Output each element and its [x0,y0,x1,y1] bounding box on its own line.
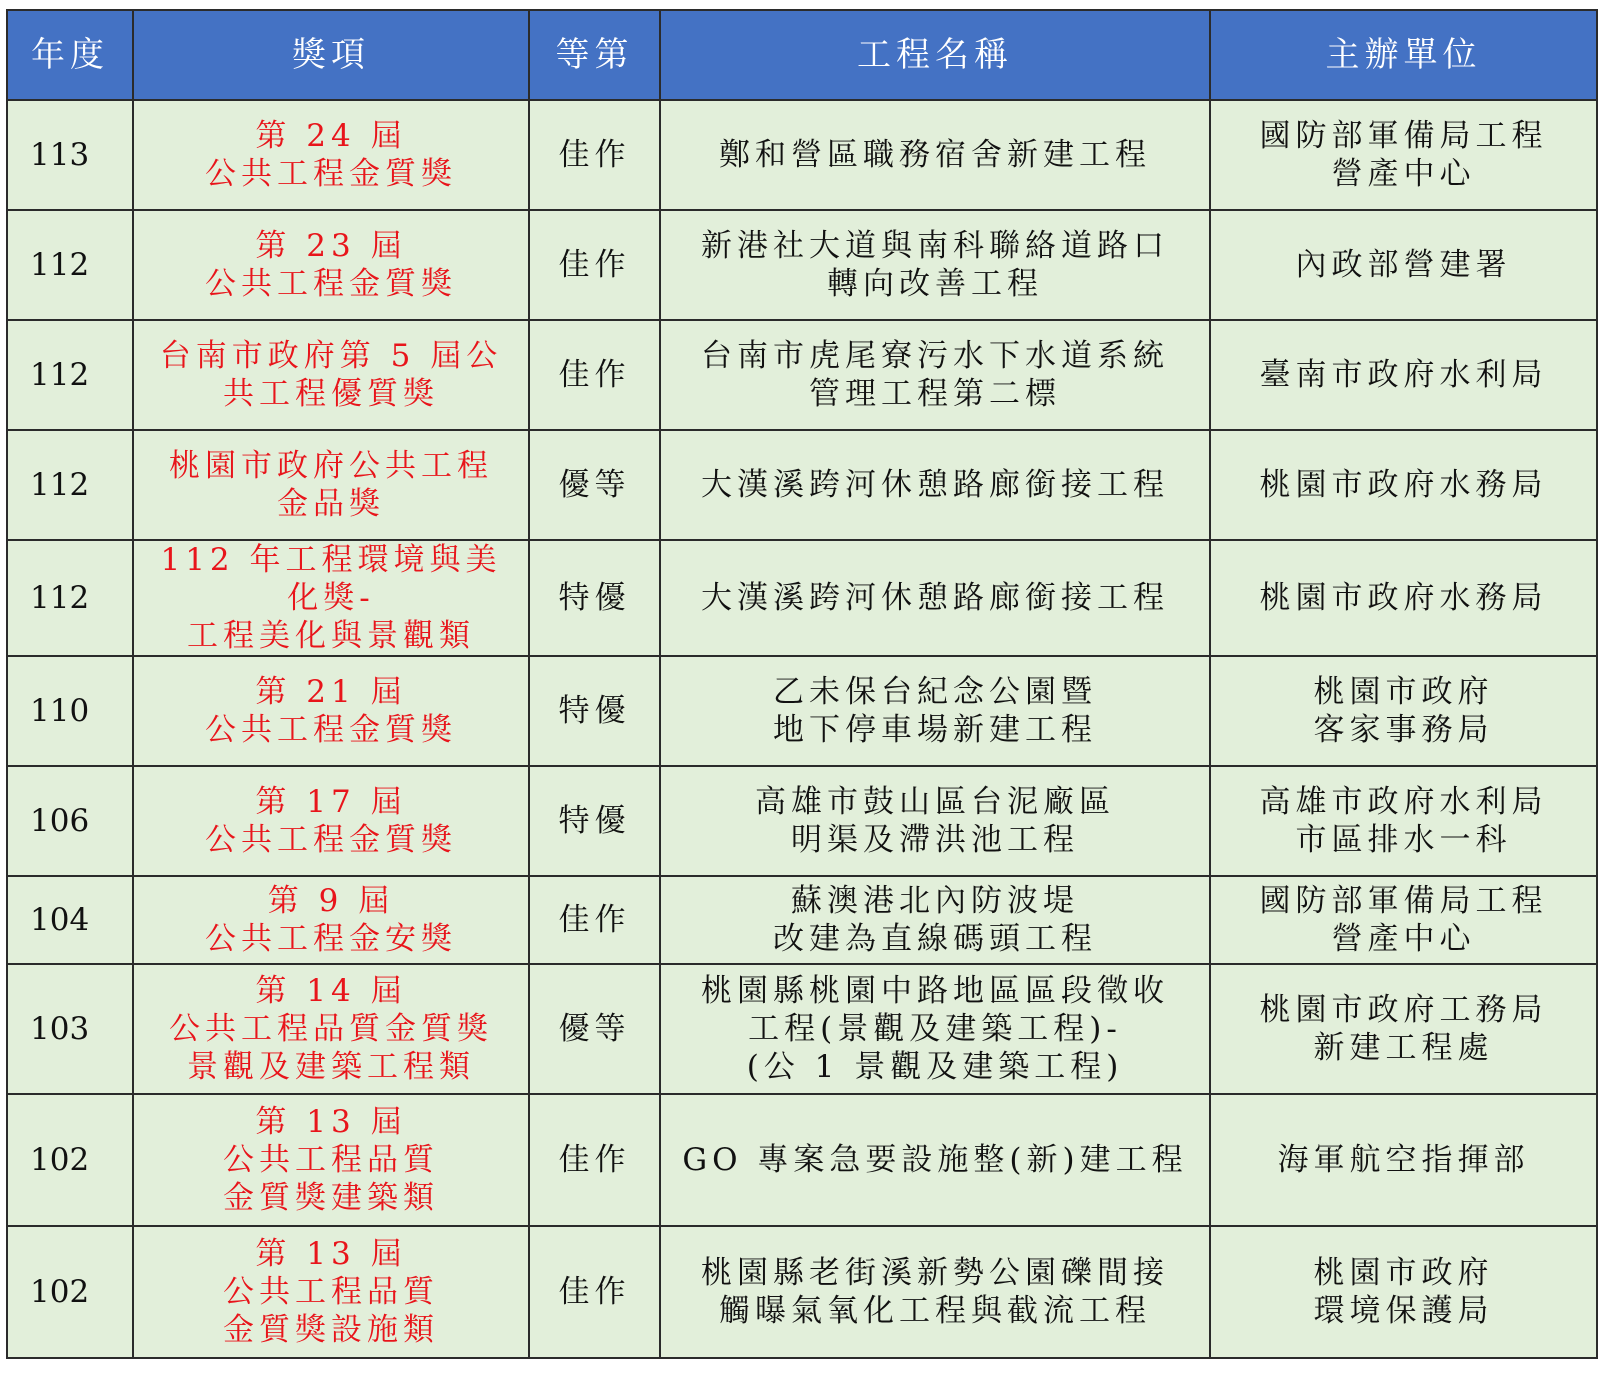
cell-line: 高雄市鼓山區台泥廠區 [755,784,1115,820]
grade-cell: 佳作 [529,1226,660,1358]
award-cell [133,320,529,430]
award-cell [133,540,529,656]
project-cell [660,656,1210,766]
table-row [7,876,1597,964]
table-row [7,766,1597,876]
cell-line: 桃園縣老街溪新勢公園礫間接 [701,1255,1169,1291]
cell-line: 金質獎建築類 [223,1180,439,1216]
awards-table [6,9,1598,1359]
project-cell [660,210,1210,320]
cell-line: 新建工程處 [1313,1030,1494,1066]
award-cell [133,656,529,766]
cell-line: 大漢溪跨河休憩路廊銜接工程 [701,580,1169,616]
cell-line: 景觀及建築工程類 [187,1049,475,1085]
cell-line: 國防部軍備局工程 [1259,883,1548,919]
project-cell [660,320,1210,430]
grade-cell: 佳作 [529,320,660,430]
grade-cell: 優等 [529,430,660,540]
year-cell: 112 [7,320,133,430]
grade-cell: 佳作 [529,876,660,964]
organizer-cell [1210,656,1597,766]
cell-line: 桃園市政府公共工程 [169,448,493,484]
cell-line: 第 21 屆 [255,674,407,710]
table-row [7,210,1597,320]
award-cell [133,766,529,876]
table-row [7,1094,1597,1226]
cell-line: 公共工程金質獎 [205,156,457,192]
cell-line: 國防部軍備局工程 [1259,118,1548,154]
cell-line: 第 23 屆 [255,228,407,264]
cell-line: 大漢溪跨河休憩路廊銜接工程 [701,467,1169,503]
cell-line: 公共工程品質金質獎 [169,1011,493,1047]
cell-line: 工程美化與景觀類 [187,618,475,654]
cell-line: 鄭和營區職務宿舍新建工程 [719,137,1151,173]
header-row [7,10,1597,100]
grade-cell: 佳作 [529,210,660,320]
project-cell [660,876,1210,964]
cell-line: 共工程優質獎 [223,376,439,412]
project-cell [660,430,1210,540]
cell-line: 第 24 屆 [255,118,407,154]
table-body [7,100,1597,1358]
cell-line: 桃園市政府水務局 [1259,467,1548,503]
award-cell [133,100,529,210]
cell-line: 改建為直線碼頭工程 [773,921,1097,957]
year-cell: 113 [7,100,133,210]
organizer-cell [1210,540,1597,656]
organizer-cell [1210,766,1597,876]
cell-line: 市區排水一科 [1295,822,1512,858]
cell-line: 明渠及滯洪池工程 [791,822,1079,858]
award-cell [133,430,529,540]
year-cell: 110 [7,656,133,766]
award-cell [133,1226,529,1358]
cell-line: 轉向改善工程 [827,266,1043,302]
cell-line: 客家事務局 [1313,712,1494,748]
cell-line: 公共工程金質獎 [205,712,457,748]
cell-line: 桃園縣桃園中路地區區段徵收 [701,973,1169,1009]
award-cell [133,210,529,320]
header-project: 工程名稱 [660,10,1210,100]
organizer-cell [1210,964,1597,1094]
grade-cell: 佳作 [529,100,660,210]
header-grade: 等第 [529,10,660,100]
year-cell: 112 [7,430,133,540]
cell-line: 工程(景觀及建築工程)- [748,1011,1122,1047]
cell-line: 金質獎設施類 [223,1312,439,1348]
grade-cell: 特優 [529,766,660,876]
project-cell [660,540,1210,656]
table-row [7,320,1597,430]
header-year: 年度 [7,10,133,100]
project-cell [660,1226,1210,1358]
cell-line: 蘇澳港北內防波堤 [791,883,1079,919]
cell-line: 營產中心 [1331,156,1476,192]
award-cell [133,964,529,1094]
project-cell [660,766,1210,876]
year-cell: 103 [7,964,133,1094]
table-row [7,430,1597,540]
cell-line: 公共工程品質 [223,1142,439,1178]
cell-line: 金品獎 [277,486,385,522]
cell-line: 台南市虎尾寮污水下水道系統 [701,338,1169,374]
cell-line: 第 13 屆 [255,1236,407,1272]
year-cell: 112 [7,540,133,656]
cell-line: 第 14 屆 [255,973,407,1009]
cell-line: 公共工程金質獎 [205,266,457,302]
cell-line: 台南市政府第 5 屆公 [159,338,503,374]
project-cell [660,100,1210,210]
year-cell: 104 [7,876,133,964]
cell-line: 觸曝氣氧化工程與截流工程 [719,1293,1151,1329]
table-row [7,540,1597,656]
project-cell [660,1094,1210,1226]
cell-line: 桃園市政府工務局 [1259,992,1548,1028]
award-cell [133,1094,529,1226]
cell-line: 化獎- [287,580,375,616]
organizer-cell [1210,320,1597,430]
header-award: 獎項 [133,10,529,100]
cell-line: 高雄市政府水利局 [1259,784,1548,820]
table-row [7,964,1597,1094]
grade-cell: 優等 [529,964,660,1094]
organizer-cell [1210,210,1597,320]
cell-line: 第 13 屆 [255,1104,407,1140]
organizer-cell [1210,100,1597,210]
cell-line: GO 專案急要設施整(新)建工程 [682,1142,1188,1178]
cell-line: 管理工程第二標 [809,376,1061,412]
cell-line: 第 9 屆 [267,883,395,919]
cell-line: 地下停車場新建工程 [773,712,1097,748]
organizer-cell [1210,1094,1597,1226]
year-cell: 102 [7,1226,133,1358]
organizer-cell [1210,1226,1597,1358]
project-cell [660,964,1210,1094]
year-cell: 102 [7,1094,133,1226]
cell-line: 乙未保台紀念公園暨 [773,674,1097,710]
cell-line: 公共工程金質獎 [205,822,457,858]
cell-line: (公 1 景觀及建築工程) [746,1049,1124,1085]
cell-line: 第 17 屆 [255,784,407,820]
cell-line: 海軍航空指揮部 [1277,1142,1530,1178]
grade-cell: 特優 [529,540,660,656]
table-row [7,100,1597,210]
cell-line: 桃園市政府水務局 [1259,580,1548,616]
organizer-cell [1210,430,1597,540]
grade-cell: 特優 [529,656,660,766]
grade-cell: 佳作 [529,1094,660,1226]
cell-line: 營產中心 [1331,921,1476,957]
cell-line: 公共工程品質 [223,1274,439,1310]
table-row [7,656,1597,766]
header-organizer: 主辦單位 [1210,10,1597,100]
cell-line: 桃園市政府 [1313,1255,1494,1291]
cell-line: 112 年工程環境與美 [160,542,502,578]
cell-line: 臺南市政府水利局 [1259,357,1548,393]
cell-line: 環境保護局 [1313,1293,1494,1329]
year-cell: 112 [7,210,133,320]
award-cell [133,876,529,964]
table-row [7,1226,1597,1358]
cell-line: 新港社大道與南科聯絡道路口 [701,228,1169,264]
cell-line: 內政部營建署 [1295,247,1512,283]
cell-line: 公共工程金安獎 [205,921,457,957]
year-cell: 106 [7,766,133,876]
organizer-cell [1210,876,1597,964]
cell-line: 桃園市政府 [1313,674,1494,710]
